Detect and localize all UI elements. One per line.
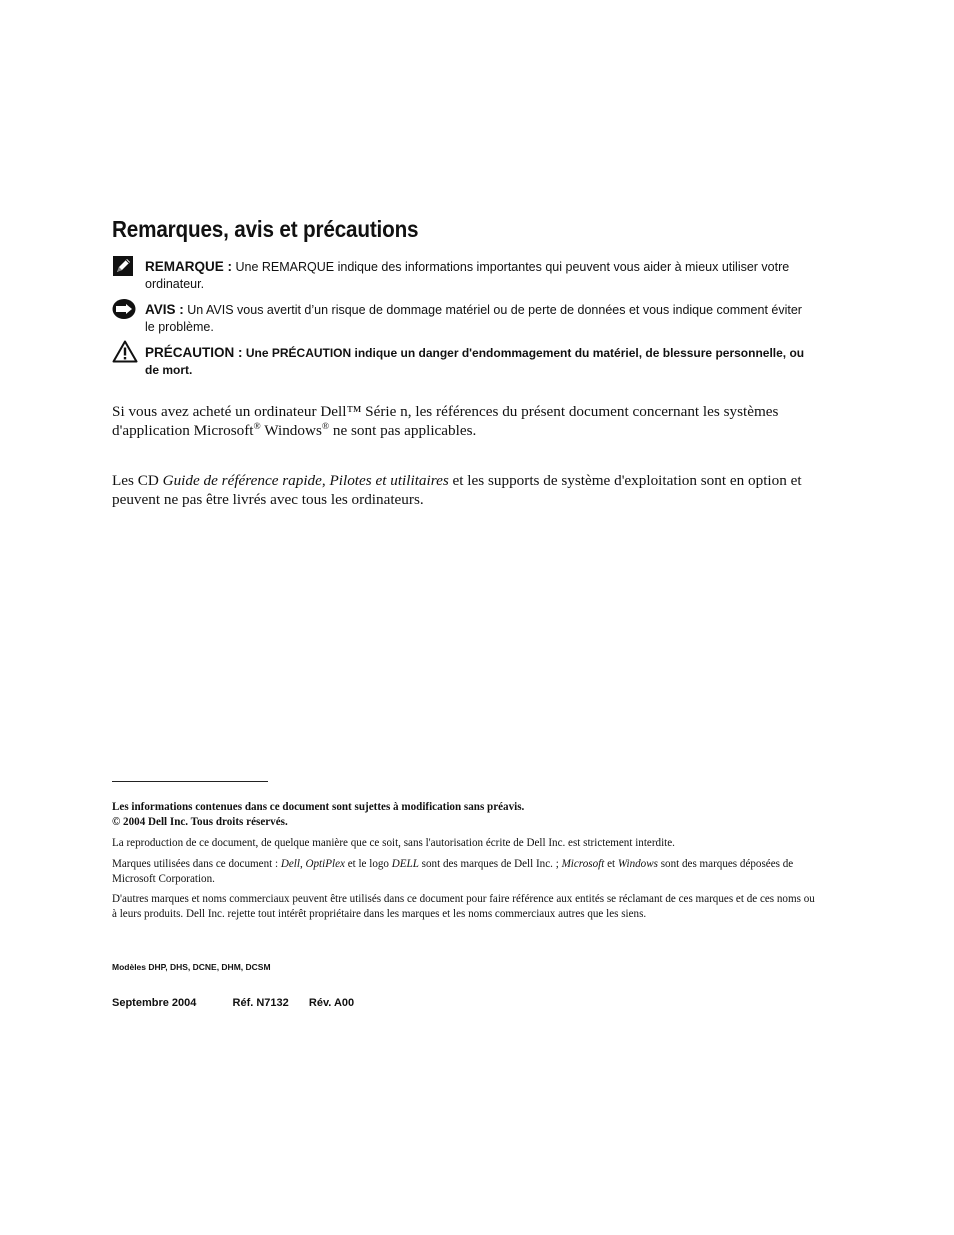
media-paragraph <box>112 471 822 509</box>
publication-info <box>112 997 354 1009</box>
tm-f: sont des marques déposées de Microsoft Corporation. <box>112 858 794 885</box>
registered-mark: ® <box>253 421 261 432</box>
tm-c: et le logo <box>344 858 392 870</box>
note-body: Une REMARQUE indique des informations importantes qui peuvent vous aider à mieux utiliser votre ordinateur. <box>145 260 790 291</box>
caution-text <box>145 344 815 379</box>
tm-b: , <box>299 858 306 870</box>
pencil-note-icon <box>112 255 136 277</box>
legal-notice <box>112 800 822 829</box>
para1-part2: Windows <box>260 422 322 439</box>
tm-dell: Dell <box>280 858 300 870</box>
caution-label: PRÉCAUTION : <box>145 345 243 360</box>
page-title: Remarques, avis et précautions <box>112 216 419 242</box>
para2-part2: et les supports de système d'exploitation sont en option et peuvent ne pas être livrés avec tous les ordinateurs. <box>112 472 802 508</box>
para1-part1: Si vous avez acheté un ordinateur Dell™ Série n, les références du présent document concernant les systèmes d'application Microsoft <box>112 403 779 439</box>
copyright: © 2004 Dell Inc. Tous droits réservés. <box>112 815 288 828</box>
tm-optiplex: OptiPlex <box>305 858 345 870</box>
drivers-utilities-title: Pilotes et utilitaires <box>329 472 449 489</box>
registered-mark: ® <box>321 421 330 432</box>
warning-triangle-icon <box>112 340 136 362</box>
caution-block <box>112 340 812 378</box>
notice-text <box>145 301 815 336</box>
revision: Rév. A00 <box>308 997 355 1009</box>
legal-change-notice: Les informations contenues dans ce document sont sujettes à modification sans préavis. <box>112 801 525 813</box>
tm-windows: Windows <box>617 858 658 870</box>
reproduction-notice: La reproduction de ce document, de quelque manière que ce soit, sans l'autorisation écrite de Dell Inc. est strictement interdite. <box>112 837 675 849</box>
notice-body: Un AVIS vous avertit d’un risque de dommage matériel ou de perte de données et vous indique comment éviter le problème. <box>145 303 802 334</box>
notice-label: AVIS : <box>145 302 184 317</box>
tm-microsoft: Microsoft <box>561 858 605 870</box>
note-block <box>112 255 812 291</box>
notice-hand-icon <box>112 298 136 320</box>
part-number: Réf. N7132 <box>232 997 289 1009</box>
para2-part1: Les CD <box>112 472 163 489</box>
tm-dell-logo: DELL <box>391 858 419 870</box>
quick-reference-title: Guide de référence rapide <box>162 472 322 489</box>
footer-divider <box>112 781 268 782</box>
n-series-paragraph <box>112 402 822 440</box>
notice-block <box>112 298 812 334</box>
trademarks-notice <box>112 857 822 886</box>
caution-body: Une PRÉCAUTION indique un danger d'endommagement du matériel, de blessure personnelle, ou de mort. <box>145 346 805 377</box>
models-line: Modèles DHP, DHS, DCNE, DHM, DCSM <box>112 962 271 972</box>
note-label: REMARQUE : <box>145 259 232 274</box>
tm-a: Marques utilisées dans ce document : <box>112 858 281 870</box>
other-trademarks-notice: D'autres marques et noms commerciaux peuvent être utilisés dans ce document pour faire référence aux entités se réclamant de ces marques et de ces noms ou à leurs produits. Dell Inc. rejette tout intérêt propriétaire dans les marques et les noms commerciaux autres que les siens. <box>112 893 815 920</box>
note-text <box>145 258 815 293</box>
tm-d: sont des marques de Dell Inc. ; <box>418 858 562 870</box>
para1-part3: ne sont pas applicables. <box>329 422 477 439</box>
tm-e: et <box>604 858 618 870</box>
publication-date: Septembre 2004 <box>112 997 197 1009</box>
para2-sep: , <box>321 472 330 489</box>
